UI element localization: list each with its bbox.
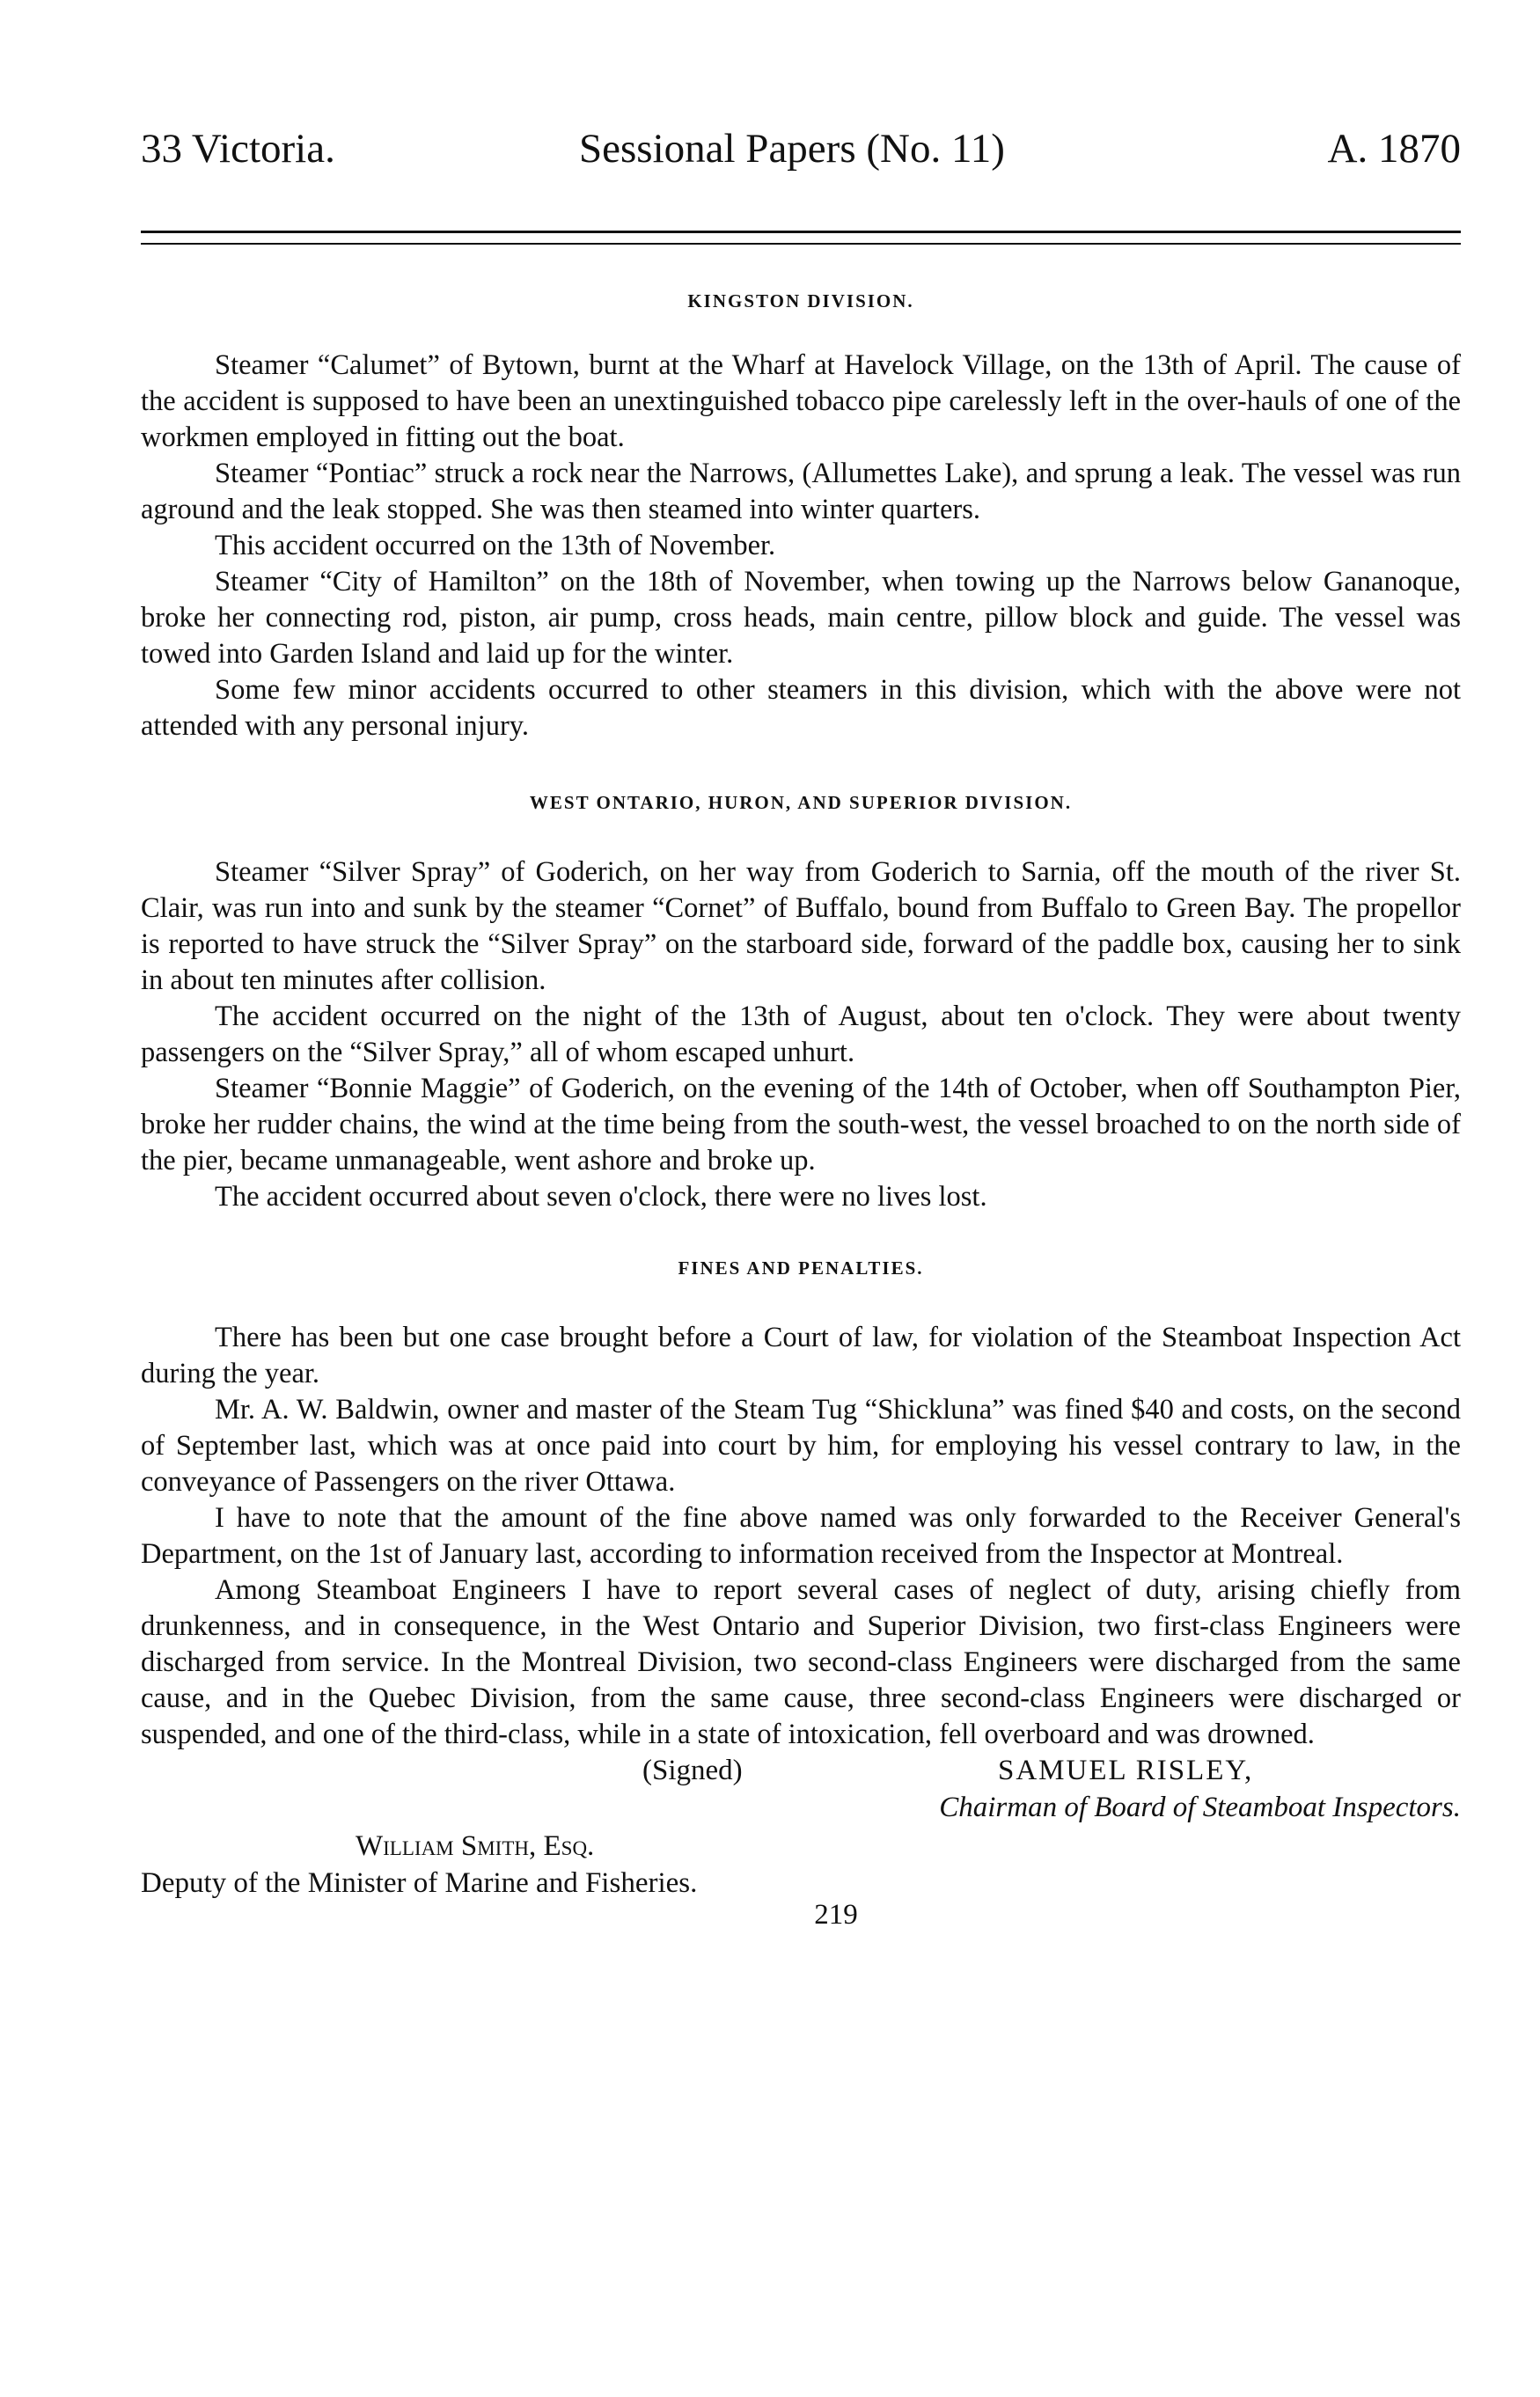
paragraph: Steamer “Pontiac” struck a rock near the Narrows, (Allumettes Lake), and sprung a leak. The vessel was run aground and the leak stopped. She was then steamed into winter quarters.: [141, 458, 1461, 525]
signer-title: Chairman of Board of Steamboat Inspectors.: [939, 1792, 1461, 1823]
paragraph: Steamer “Calumet” of Bytown, burnt at the Wharf at Havelock Village, on the 13th of April. The cause of the accident is supposed to have been an unextinguished tobacco pipe carelessly left in the over-hauls of one of the workmen employed in fitting out the boat.: [141, 349, 1461, 453]
signer-title-row: [141, 1792, 1461, 1830]
signer-name: SAMUEL RISLEY,: [998, 1755, 1254, 1786]
header-rule-thick: [141, 231, 1461, 233]
section-title-fines: FINES AND PENALTIES.: [678, 1257, 924, 1279]
paragraph: Among Steamboat Engineers I have to report several cases of neglect of duty, arising chiefly from drunkenness, and in consequence, in the West Ontario and Superior Division, two first-class Engineers were discharged from service. In the Montreal Division, two second-class Engineers were discharged from the same cause, and in the Quebec Division, from the same cause, three second-class Engineers were discharged or suspended, and one of the third-class, while in a state of intoxication, fell overboard and was drowned.: [141, 1574, 1461, 1750]
paragraph: I have to note that the amount of the fine above named was only forwarded to the Receiver General's Department, on the 1st of January last, according to information received from the Inspector at Montreal.: [141, 1502, 1461, 1570]
paragraph: The accident occurred on the night of the 13th of August, about ten o'clock. They were about twenty passengers on the “Silver Spray,” all of whom escaped unhurt.: [141, 1001, 1461, 1068]
section-title-west-ontario: WEST ONTARIO, HURON, AND SUPERIOR DIVISION.: [529, 792, 1073, 813]
signed-label: (Signed): [642, 1755, 743, 1786]
signature-row: [141, 1755, 1461, 1792]
paragraph: Steamer “Bonnie Maggie” of Goderich, on the evening of the 14th of October, when off Southampton Pier, broke her rudder chains, the wind at the time being from the south-west, the vessel broached to on the north side of the pier, became unmanageable, went ashore and broke up.: [141, 1073, 1461, 1177]
addressee-name: William Smith, Esq.: [356, 1830, 595, 1862]
paragraph: Mr. A. W. Baldwin, owner and master of the Steam Tug “Shickluna” was fined $40 and costs, on the second of September last, which was at once paid into court by him, for employing his vessel contrary to law, in the conveyance of Passengers on the river Ottawa.: [141, 1394, 1461, 1498]
paragraph: The accident occurred about seven o'clock, there were no lives lost.: [215, 1181, 987, 1213]
section-title-kingston: KINGSTON DIVISION.: [687, 290, 914, 312]
header-rule-thin: [141, 243, 1461, 245]
header-volume: 33 Victoria.: [141, 126, 335, 172]
paragraph: Some few minor accidents occurred to other steamers in this division, which with the above were not attended with any personal injury.: [141, 674, 1461, 742]
paragraph: Steamer “Silver Spray” of Goderich, on her way from Goderich to Sarnia, off the mouth of the river St. Clair, was run into and sunk by the steamer “Cornet” of Buffalo, bound from Buffalo to Green Bay. The propellor is reported to have struck the “Silver Spray” on the starboard side, forward of the paddle box, causing her to sink in about ten minutes after collision.: [141, 856, 1461, 996]
header-title: Sessional Papers (No. 11): [579, 126, 1005, 172]
paragraph: Steamer “City of Hamilton” on the 18th of November, when towing up the Narrows below Gananoque, broke her connecting rod, piston, air pump, cross heads, main centre, pillow block and guide. The vessel was towed into Garden Island and laid up for the winter.: [141, 566, 1461, 670]
running-header: [141, 125, 1461, 195]
document-body: [141, 290, 1461, 1932]
addressee-position: Deputy of the Minister of Marine and Fisheries.: [141, 1867, 698, 1899]
page-number: 219: [814, 1899, 858, 1931]
paragraph: There has been but one case brought before a Court of law, for violation of the Steamboat Inspection Act during the year.: [141, 1322, 1461, 1389]
header-year: A. 1870: [1327, 126, 1461, 172]
addressee-name-row: [141, 1830, 1461, 1867]
paragraph: This accident occurred on the 13th of November.: [215, 530, 776, 561]
